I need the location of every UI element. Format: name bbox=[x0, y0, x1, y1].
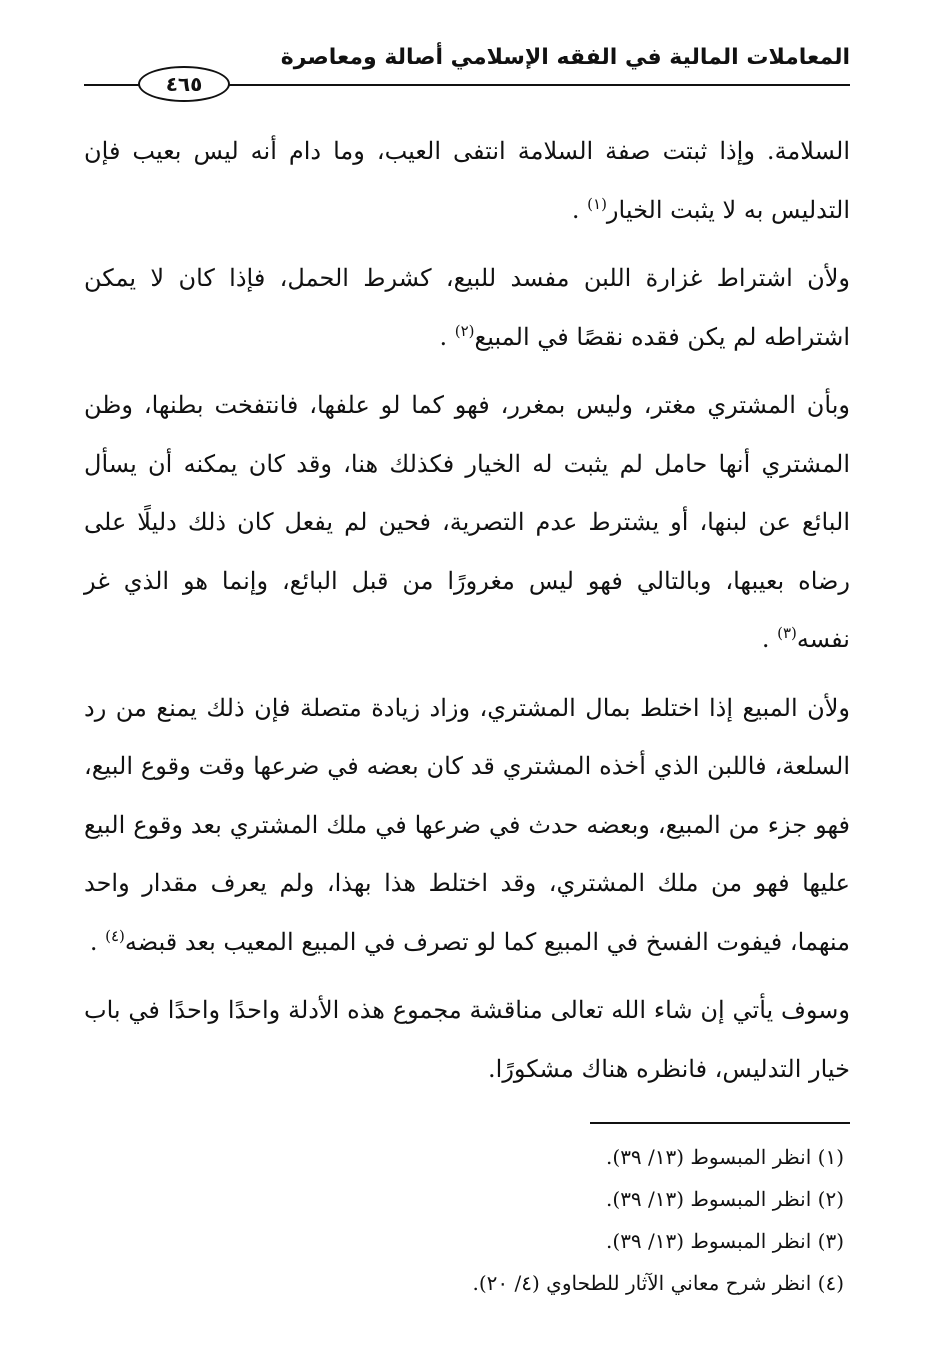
paragraph-1 bbox=[84, 122, 850, 239]
paragraph-4 bbox=[84, 679, 850, 972]
paragraph-4-text: ولأن المبيع إذا اختلط بمال المشتري، وزاد زيادة متصلة فإن ذلك يمنع من رد السلعة، فاللبن الذي أخذه المشتري قد كان بعضه في ضرعها وقت وقوع البيع، فهو جزء من المبيع، وبعضه حدث في ضرعها في ملك المشتري بعد وقوع البيع عليها فهو من ملك المشتري، وقد اختلط هذا بهذا، ولم يعرف مقدار واحد منهما، فيفوت الفسخ في المبيع كما لو تصرف في المبيع المعيب بعد قبضه bbox=[84, 693, 851, 956]
paragraph-5-text: وسوف يأتي إن شاء الله تعالى مناقشة مجموع هذه الأدلة واحدًا واحدًا في باب خيار التدليس، فانظره هناك مشكورًا. bbox=[84, 996, 850, 1083]
paragraph-4-end: . bbox=[89, 927, 98, 956]
paragraph-3 bbox=[84, 376, 850, 669]
paragraph-1-text: السلامة. وإذا ثبتت صفة السلامة انتفى العيب، وما دام أنه ليس بعيب فإن التدليس به لا يثبت الخيار bbox=[84, 137, 850, 224]
footnote-4: (٤) انظر شرح معاني الآثار للطحاوي (٤/ ٢٠). bbox=[472, 1271, 844, 1295]
running-title: المعاملات المالية في الفقه الإسلامي أصالة ومعاصرة bbox=[280, 45, 850, 70]
page-number: ٤٦٥ bbox=[138, 66, 230, 102]
paragraph-5 bbox=[84, 981, 850, 1098]
paragraph-1-end: . bbox=[571, 195, 580, 224]
footnotes bbox=[84, 1136, 844, 1304]
footnote-ref-2: (٢) bbox=[454, 321, 475, 340]
footnote-2: (٢) انظر المبسوط (١٣/ ٣٩). bbox=[606, 1187, 844, 1211]
paragraph-3-end: . bbox=[761, 625, 770, 653]
footnote-3: (٣) انظر المبسوط (١٣/ ٣٩). bbox=[606, 1229, 844, 1253]
paragraph-3-text: وبأن المشتري مغتر، وليس بمغرر، فهو كما لو علفها، فانتفخت بطنها، وظن المشتري أنها حامل لم يثبت له الخيار فكذلك هنا، وقد كان يمكنه أن يسأل البائع عن لبنها، أو يشترط عدم التصرية، فحين لم يفعل كان ذلك دليلًا على رضاه بعيبها، وبالتالي فهو ليس مغرورًا من قبل البائع، وإنما هو الذي غر نفسه bbox=[84, 391, 850, 653]
paragraph-2-text: ولأن اشتراط غزارة اللبن مفسد للبيع، كشرط الحمل، فإذا كان لا يمكن اشتراطه لم يكن فقده نقصًا في المبيع bbox=[84, 264, 850, 351]
footnote-1: (١) انظر المبسوط (١٣/ ٣٩). bbox=[606, 1145, 844, 1169]
footnote-separator bbox=[590, 1122, 850, 1124]
footnote-ref-4: (٤) bbox=[105, 926, 125, 945]
paragraph-2-end: . bbox=[439, 322, 448, 351]
footnote-ref-1: (١) bbox=[587, 194, 607, 213]
paragraph-2 bbox=[84, 249, 850, 366]
footnote-ref-3: (٣) bbox=[777, 624, 797, 642]
body-text bbox=[84, 122, 850, 1108]
